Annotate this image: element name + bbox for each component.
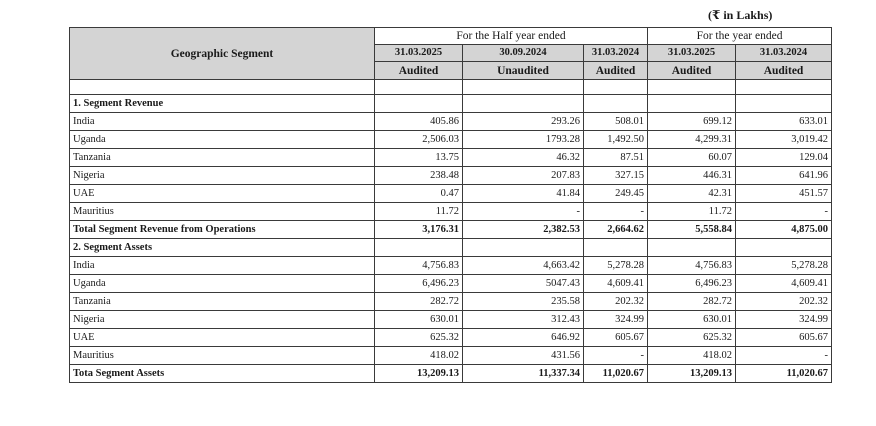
segment-value: 293.26 [463,113,584,131]
segment-value: 0.47 [375,185,463,203]
segment-value: 11.72 [375,203,463,221]
segment-value: 646.92 [463,329,584,347]
column-status: Audited [648,62,736,80]
segment-value: 5,278.28 [584,257,648,275]
segment-value: - [463,203,584,221]
table-body [70,80,832,383]
segment-name: Tanzania [70,149,375,167]
column-date: 31.03.2024 [736,45,832,62]
table-row [70,185,832,203]
segment-value: 11.72 [648,203,736,221]
table-row [70,167,832,185]
segment-name: India [70,257,375,275]
segment-value: 451.57 [736,185,832,203]
half-year-header: For the Half year ended [375,28,648,45]
segment-value: 1793.28 [463,131,584,149]
table-row [70,347,832,365]
segment-name: Tanzania [70,293,375,311]
segment-value: 324.99 [736,311,832,329]
column-status: Audited [736,62,832,80]
segment-value: 5,558.84 [648,221,736,239]
table-row [70,311,832,329]
segment-value: 87.51 [584,149,648,167]
segment-name: Uganda [70,131,375,149]
segment-value: 418.02 [375,347,463,365]
segment-value: 3,019.42 [736,131,832,149]
segment-value: - [584,347,648,365]
segment-value: 4,875.00 [736,221,832,239]
segment-value: 6,496.23 [375,275,463,293]
table-row [70,131,832,149]
segment-value: 46.32 [463,149,584,167]
segment-value: 13.75 [375,149,463,167]
column-date: 31.03.2025 [648,45,736,62]
full-year-header: For the year ended [648,28,832,45]
table-row [70,329,832,347]
segment-value: 41.84 [463,185,584,203]
table-row [70,275,832,293]
segment-value: 405.86 [375,113,463,131]
segment-value: 605.67 [584,329,648,347]
segment-value: 630.01 [375,311,463,329]
section-title: 1. Segment Revenue [70,95,375,113]
segment-value: 129.04 [736,149,832,167]
segment-name: Tota Segment Assets [70,365,375,383]
segment-value: 2,664.62 [584,221,648,239]
segment-value: 249.45 [584,185,648,203]
segment-name: UAE [70,185,375,203]
table-row [70,293,832,311]
segment-value: 235.58 [463,293,584,311]
segment-value: 5,278.28 [736,257,832,275]
segment-value: 238.48 [375,167,463,185]
segment-name: India [70,113,375,131]
segment-value: 60.07 [648,149,736,167]
segment-value: 202.32 [584,293,648,311]
segment-value: 625.32 [648,329,736,347]
segment-value: 4,663.42 [463,257,584,275]
total-revenue-row [70,221,832,239]
segment-value: 11,337.34 [463,365,584,383]
table-row [70,257,832,275]
column-status: Audited [375,62,463,80]
segment-table [69,27,832,383]
column-date: 31.03.2025 [375,45,463,62]
segment-name: Total Segment Revenue from Operations [70,221,375,239]
segment-value: 4,299.31 [648,131,736,149]
segment-value: 11,020.67 [584,365,648,383]
column-status: Audited [584,62,648,80]
segment-value: 446.31 [648,167,736,185]
segment-value: 4,756.83 [648,257,736,275]
unit-note: (₹ in Lakhs) [708,8,773,22]
segment-value: 3,176.31 [375,221,463,239]
segment-value: 605.67 [736,329,832,347]
segment-value: - [736,203,832,221]
segment-value: 418.02 [648,347,736,365]
segment-value: 5047.43 [463,275,584,293]
segment-value: 312.43 [463,311,584,329]
segment-value: 282.72 [648,293,736,311]
segment-name: Uganda [70,275,375,293]
segment-value: 6,496.23 [648,275,736,293]
total-assets-row [70,365,832,383]
segment-value: 1,492.50 [584,131,648,149]
segment-value: 625.32 [375,329,463,347]
table-row [70,113,832,131]
segment-name: Nigeria [70,167,375,185]
segment-value: 282.72 [375,293,463,311]
geographic-segment-header: Geographic Segment [70,28,375,80]
column-status: Unaudited [463,62,584,80]
segment-name: Mauritius [70,203,375,221]
header-row-periods [70,28,832,45]
segment-value: 630.01 [648,311,736,329]
segment-value: 207.83 [463,167,584,185]
table-row [70,203,832,221]
segment-value: 2,382.53 [463,221,584,239]
column-date: 31.03.2024 [584,45,648,62]
section-title: 2. Segment Assets [70,239,375,257]
segment-value: 324.99 [584,311,648,329]
table-row [70,149,832,167]
segment-value: 11,020.67 [736,365,832,383]
segment-value: 13,209.13 [648,365,736,383]
section-header-assets [70,239,832,257]
segment-value: 4,756.83 [375,257,463,275]
segment-value: 42.31 [648,185,736,203]
segment-value: 202.32 [736,293,832,311]
segment-value: 508.01 [584,113,648,131]
spacer-row [70,80,832,95]
segment-value: 431.56 [463,347,584,365]
segment-value: - [736,347,832,365]
segment-name: Mauritius [70,347,375,365]
segment-value: 2,506.03 [375,131,463,149]
segment-value: 4,609.41 [584,275,648,293]
segment-value: 699.12 [648,113,736,131]
segment-value: 641.96 [736,167,832,185]
segment-value: 327.15 [584,167,648,185]
segment-name: UAE [70,329,375,347]
segment-value: 4,609.41 [736,275,832,293]
section-header-revenue [70,95,832,113]
column-date: 30.09.2024 [463,45,584,62]
segment-value: 13,209.13 [375,365,463,383]
segment-value: 633.01 [736,113,832,131]
segment-value: - [584,203,648,221]
segment-name: Nigeria [70,311,375,329]
